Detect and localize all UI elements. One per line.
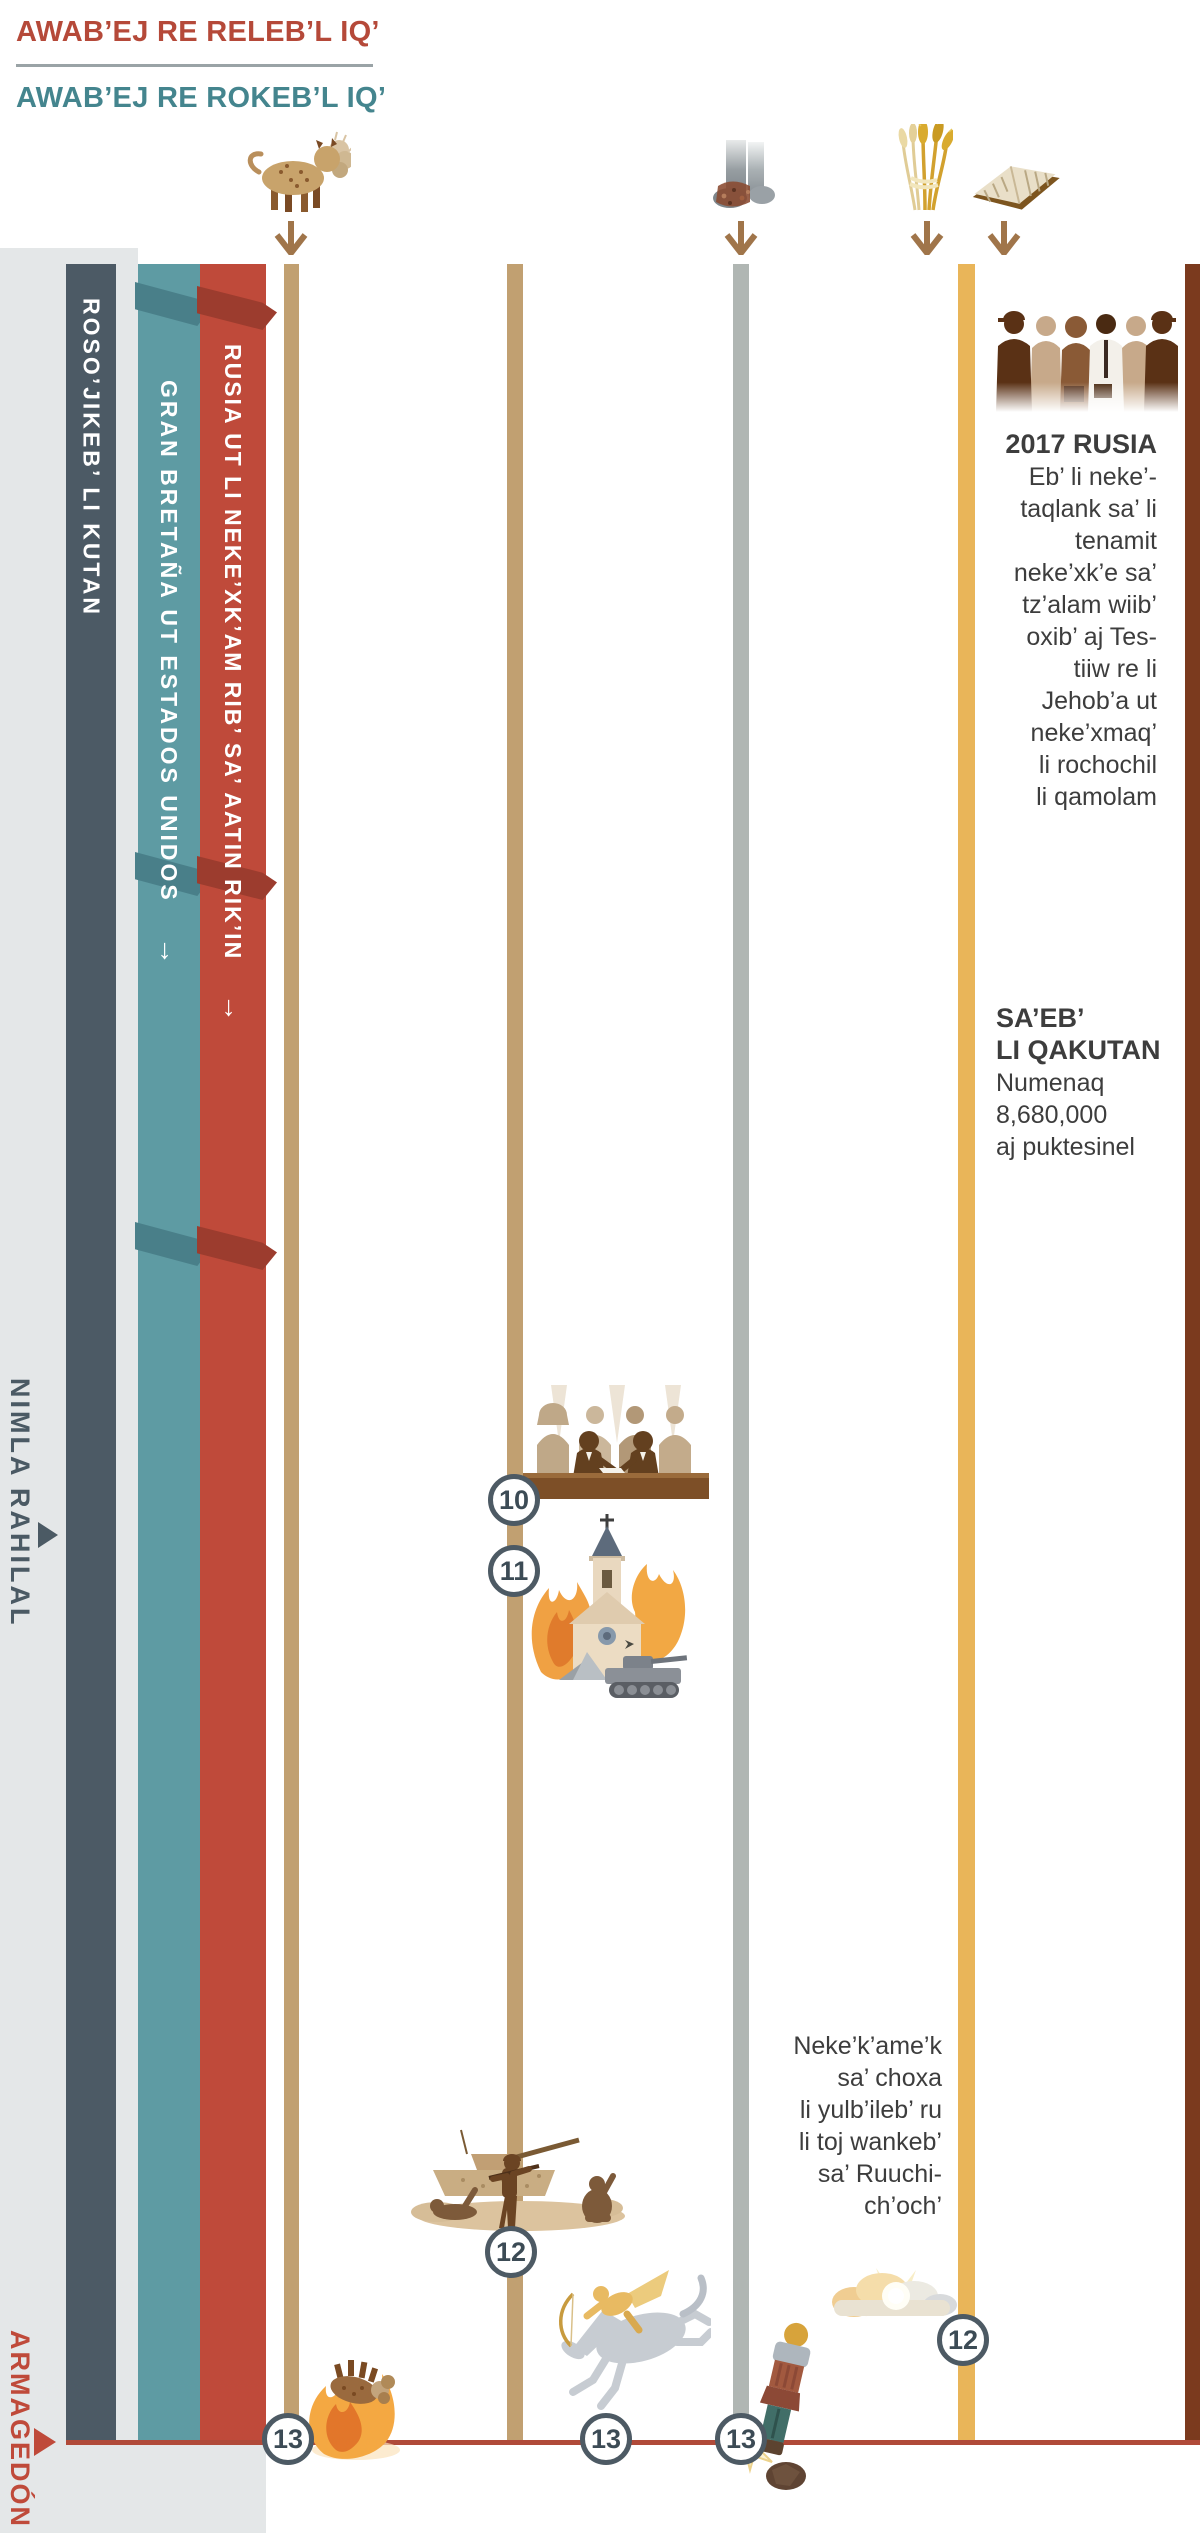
band-anglo-label: GRAN BRETAÑA UT ESTADOS UNIDOS→ [154,380,185,965]
ribbon-fold [197,286,277,330]
russia-persecution-illustration [994,306,1180,412]
note-russia-body: Eb’ li neke’- taqlank sa’ li tenamit neke’xk’e sa’ tz’alam wiib’ oxib’ aj Tes- tiiw re li Jehob’a ut neke’xmaq’ li rochochil li qamolam [1013,463,1157,811]
event-marker-13-right: 13 [715,2413,767,2465]
down-arrow-icon [910,221,944,255]
event-marker-13-middle: 13 [580,2413,632,2465]
iron-clay-feet-icon [712,140,776,214]
ribbon-fold [197,1226,277,1270]
heavenly-cloud-illustration [820,2260,962,2324]
great-tribulation-label: NIMLA RAHILAL [5,1378,35,1628]
triangle-marker-icon [38,1522,58,1548]
event-marker-12-left: 12 [485,2226,537,2278]
right-brown-bar [1185,264,1200,2440]
down-arrow-icon: → [154,936,185,965]
armageddon-line [66,2440,1200,2445]
beast-destroyed-in-fire-illustration [296,2338,416,2462]
note-russia-heading: 2017 RUSIA [1005,429,1157,459]
peace-declaration-illustration [523,1385,709,1503]
band-days-label: ROSO’JIKEB’ LI KUTAN [78,298,105,617]
timeline-harvest-line [958,264,975,2440]
event-marker-11: 11 [488,1545,540,1597]
rider-on-white-horse-illustration [543,2264,711,2422]
title-north-wind: AWAB’EJ RE ROKEB’L IQ’ [16,82,387,114]
band-anglo-america [138,264,200,2440]
note-taken-to-heaven-body: Neke’k’ame’k sa’ choxa li yulb’ileb’ ru li toj wankeb’ sa’ Ruuchi- ch’och’ [793,2032,942,2220]
triangle-marker-icon [34,2428,56,2456]
note-taken-to-heaven [735,2030,942,2222]
event-marker-10: 10 [488,1474,540,1526]
timeline-beast-line [284,264,299,2440]
title-east-wind: AWAB’EJ RE RELEB’L IQ’ [16,16,380,48]
title-divider [16,64,373,67]
band-russia-allies [200,264,266,2440]
falling-statue-illustration [738,2310,830,2500]
open-book-icon [968,154,1064,214]
timeline-events-line [507,264,523,2440]
band-days-of-the-end [66,264,116,2440]
note-our-days-heading: SA’EB’ LI QAKUTAN [996,1003,1161,1065]
burning-church-illustration [523,1512,691,1704]
down-arrow-icon [987,221,1021,255]
note-our-days [996,1002,1176,1163]
event-marker-12-right: 12 [937,2314,989,2366]
event-marker-13-left: 13 [262,2413,314,2465]
down-arrow-icon [724,221,758,255]
armageddon-label: ARMAGEDÓN [5,2330,35,2528]
bottom-gray-panel [0,2445,266,2533]
wheat-sheaf-icon [895,124,953,214]
down-arrow-icon: → [218,994,249,1023]
four-headed-leopard-beast-icon [243,126,351,214]
war-scene-illustration [403,2116,627,2232]
band-russia-label: RUSIA UT LI NEKE’XK’AM RIB’ SA’ AATIN RIK’IN→ [218,344,249,1023]
note-russia-2017 [980,428,1157,813]
note-our-days-body: Numenaq 8,680,000 aj puktesinel [996,1069,1135,1161]
down-arrow-icon [274,221,308,255]
